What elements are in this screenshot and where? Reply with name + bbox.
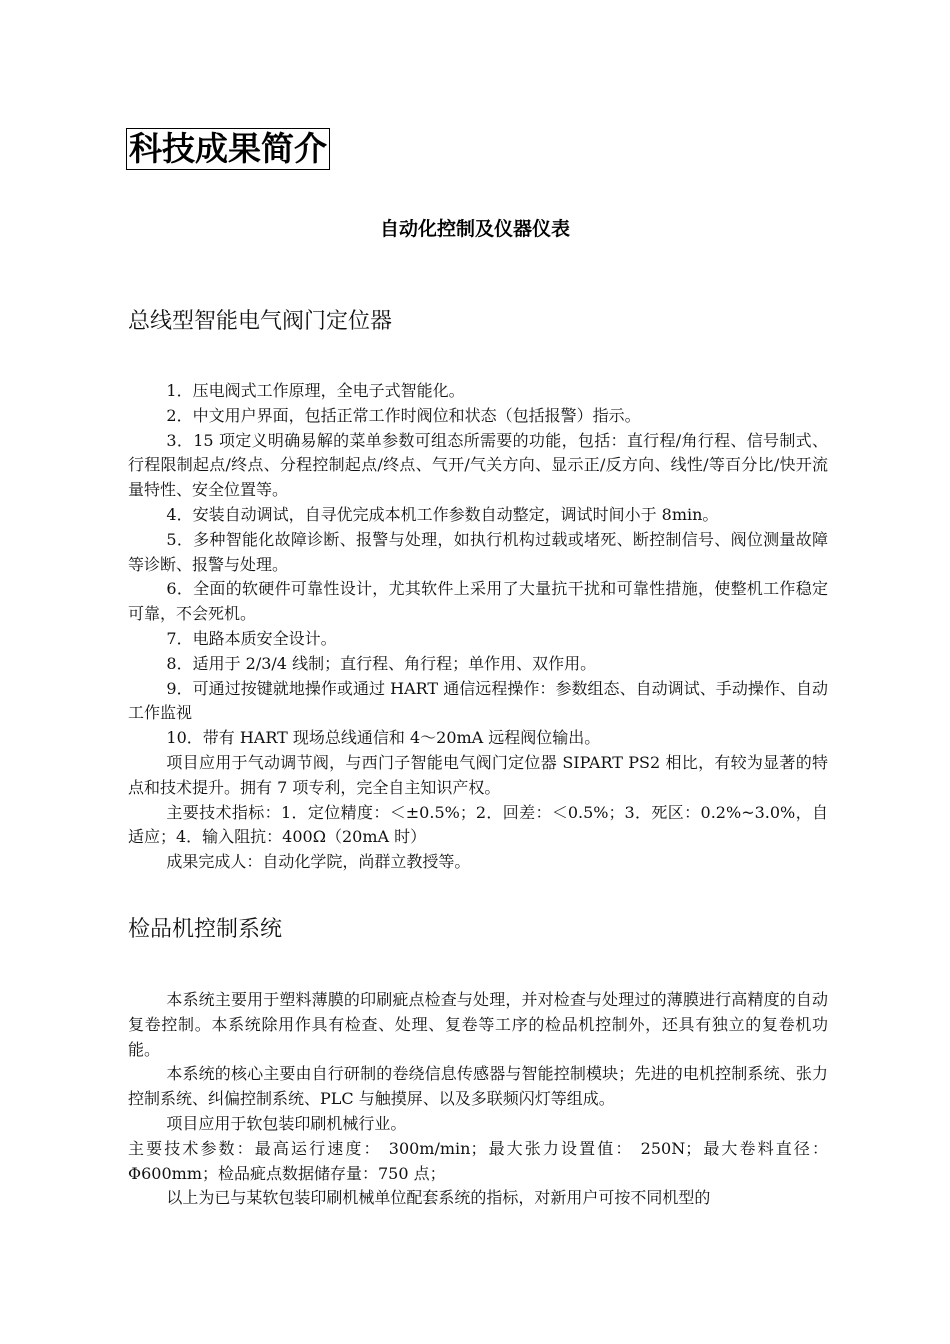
paragraph: 6．全面的软硬件可靠性设计，尤其软件上采用了大量抗干扰和可靠性措施，使整机工作稳定可靠，不会死机。 [128,579,828,624]
paragraph: 9．可通过按键就地操作或通过 HART 通信远程操作：参数组态、自动调试、手动操作、自动工作监视 [128,678,828,723]
paragraph: 成果完成人：自动化学院，尚群立教授等。 [166,852,471,872]
paragraph: 7．电路本质安全设计。 [166,628,337,648]
paragraph: 1．压电阀式工作原理，全电子式智能化。 [166,381,465,400]
category-heading: 自动化控制及仪器仪表 [379,218,570,240]
document-title: 科技成果简介 [126,128,330,170]
paragraph: 本系统主要用于塑料薄膜的印刷疵点检查与处理，并对检查与处理过的薄膜进行高精度的自动复卷控制。本系统除用作具有检查、处理、复卷等工序的检品机控制外，还具有独立的复卷机功能。 [128,990,828,1059]
section-heading-inspection-machine: 检品机控制系统 [128,917,283,942]
paragraph: 4．安装自动调试，自寻优完成本机工作参数自动整定，调试时间小于 8min。 [166,504,719,524]
paragraph: 8．适用于 2/3/4 线制；直行程、角行程；单作用、双作用。 [166,653,597,673]
paragraph: 2．中文用户界面，包括正常工作时阀位和状态（包括报警）指示。 [166,405,641,425]
paragraph: 本系统的核心主要由自行研制的卷绕信息传感器与智能控制模块；先进的电机控制系统、张力控制系统、纠偏控制系统、PLC 与触摸屏、以及多联频闪灯等组成。 [128,1064,828,1109]
section-body-valve-positioner [128,379,828,875]
paragraph: 10．带有 HART 现场总线通信和 4～20mA 远程阀位输出。 [166,728,601,748]
section-body-inspection-machine [128,988,828,1211]
paragraph: 以上为已与某软包装印刷机械单位配套系统的指标，对新用户可按不同机型的 [166,1188,711,1208]
paragraph: 项目应用于气动调节阀，与西门子智能电气阀门定位器 SIPART PS2 相比，有较为显著的特点和技术提升。拥有 7 项专利，完全自主知识产权。 [128,752,828,797]
section-heading-valve-positioner: 总线型智能电气阀门定位器 [128,309,393,334]
paragraph: 主要技术参数：最高运行速度： 300m/min；最大张力设置值： 250N；最大卷料直径：Φ600mm；检品疵点数据储存量：750 点； [128,1138,828,1183]
paragraph: 5．多种智能化故障诊断、报警与处理，如执行机构过载或堵死、断控制信号、阀位测量故障等诊断、报警与处理。 [128,529,828,574]
paragraph: 主要技术指标：1．定位精度：＜±0.5%；2．回差：＜0.5%；3．死区：0.2%~3.0%，自适应；4．输入阻抗：400Ω（20mA 时） [128,802,828,847]
paragraph: 3．15 项定义明确易解的菜单参数可组态所需要的功能，包括：直行程/角行程、信号制式、行程限制起点/终点、分程控制起点/终点、气开/气关方向、显示正/反方向、线性/等百分比/快开流量特性、安全位置等。 [128,430,828,500]
paragraph: 项目应用于软包装印刷机械行业。 [166,1113,407,1133]
